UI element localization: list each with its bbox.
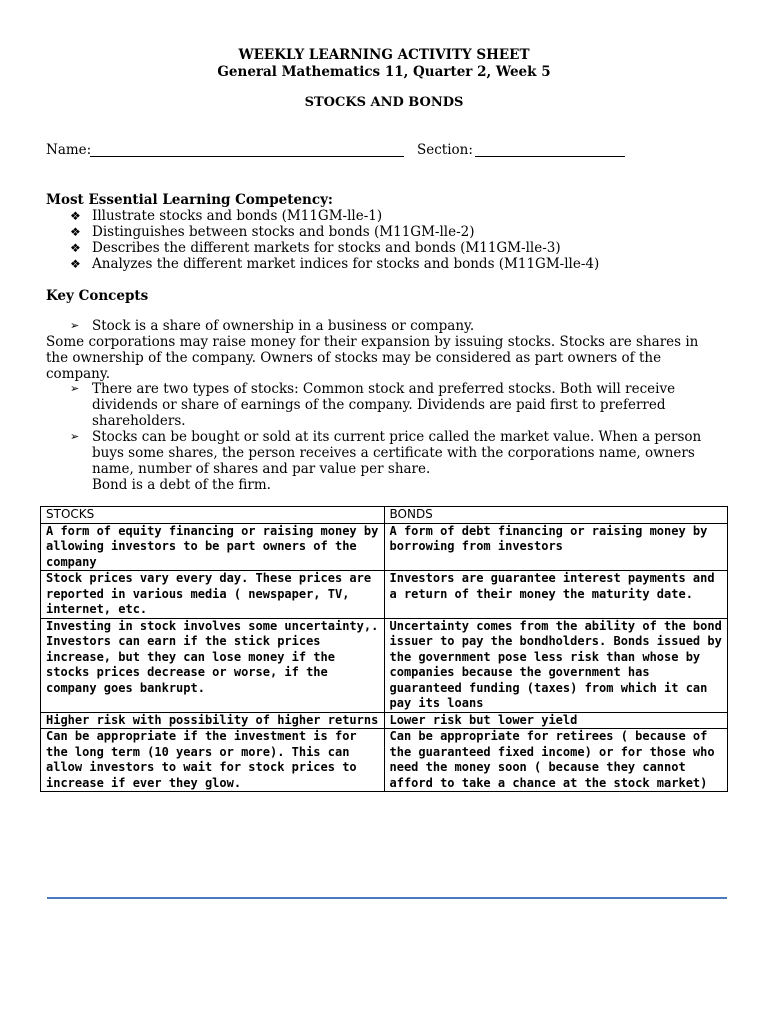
section-label: Section: xyxy=(417,142,473,158)
table-row xyxy=(41,618,728,712)
table-cell: Can be appropriate for retirees ( because of the guaranteed fixed income) or for those who need the money soon ( because they cannot afford to take a chance at the stock market) xyxy=(384,729,728,792)
competency-item: ❖ Analyzes the different market indices for stocks and bonds (M11GM-lle-4) xyxy=(70,256,600,272)
key-concept-point: ➢ Stock is a share of ownership in a business or company. xyxy=(70,318,475,334)
table-cell: A form of debt financing or raising money by borrowing from investors xyxy=(384,523,728,571)
name-blank-line[interactable] xyxy=(90,156,404,157)
competency-item: ❖ Describes the different markets for stocks and bonds (M11GM-lle-3) xyxy=(70,240,561,256)
table-row xyxy=(41,571,728,619)
table-cell: A form of equity financing or raising money by allowing investors to be part owners of the company xyxy=(41,523,385,571)
diamond-bullet-icon: ❖ xyxy=(70,209,81,223)
table-row xyxy=(41,712,728,729)
bond-definition: Bond is a debt of the firm. xyxy=(92,477,271,493)
column-header-stocks: STOCKS xyxy=(41,507,385,524)
diamond-bullet-icon: ❖ xyxy=(70,257,81,271)
table-header-row xyxy=(41,507,728,524)
competency-item: ❖ Distinguishes between stocks and bonds (M11GM-lle-2) xyxy=(70,224,475,240)
table-cell: Investors are guarantee interest payments and a return of their money the maturity date. xyxy=(384,571,728,619)
competency-list xyxy=(70,208,599,272)
arrow-bullet-icon: ➢ xyxy=(70,382,80,395)
table-row xyxy=(41,729,728,792)
name-section-row xyxy=(46,142,746,162)
table-cell: Stock prices vary every day. These prices are reported in various media ( newspaper, TV, internet, etc. xyxy=(41,571,385,619)
name-label: Name: xyxy=(46,142,92,158)
stocks-bonds-table xyxy=(40,506,728,792)
column-header-bonds: BONDS xyxy=(384,507,728,524)
diamond-bullet-icon: ❖ xyxy=(70,241,81,255)
table-cell: Lower risk but lower yield xyxy=(384,712,728,729)
competency-item: ❖ Illustrate stocks and bonds (M11GM-lle-1) xyxy=(70,208,383,224)
arrow-bullet-icon: ➢ xyxy=(70,319,80,332)
arrow-bullet-icon: ➢ xyxy=(70,430,80,443)
sheet-title: WEEKLY LEARNING ACTIVITY SHEET xyxy=(238,47,530,63)
table-cell: Can be appropriate if the investment is for the long term (10 years or more). This can allow investors to wait for stock prices to increase if ever they glow. xyxy=(41,729,385,792)
table-cell: Higher risk with possibility of higher returns xyxy=(41,712,385,729)
key-concept-paragraph: Some corporations may raise money for their expansion by issuing stocks. Stocks are shares in the ownership of the company. Owners of stocks may be considered as part owners of the company. xyxy=(46,334,699,382)
table-cell: Investing in stock involves some uncertainty,. Investors can earn if the stick prices increase, but they can lose money if the stocks prices decrease or worse, if the company goes bankrupt. xyxy=(41,618,385,712)
diamond-bullet-icon: ❖ xyxy=(70,225,81,239)
footer-divider-line xyxy=(47,897,727,899)
table-row xyxy=(41,523,728,571)
section-blank-line[interactable] xyxy=(475,156,625,157)
key-concept-point: ➢ There are two types of stocks: Common stock and preferred stocks. Both will receive dividends or share of earnings of the company. Dividends are paid first to preferred shareholders. xyxy=(70,381,676,429)
key-concepts-title: Key Concepts xyxy=(46,288,149,304)
sheet-topic: STOCKS AND BONDS xyxy=(304,95,464,110)
key-concept-point: ➢ Stocks can be bought or sold at its current price called the market value. When a person buys some shares, the person receives a certificate with the corporations name, owners name, number of shares and par value per share. Bond is a debt of the firm. xyxy=(70,429,702,493)
competency-title: Most Essential Learning Competency: xyxy=(46,192,333,208)
table-cell: Uncertainty comes from the ability of the bond issuer to pay the bondholders. Bonds issued by the government pose less risk than whose by companies because the government has guaranteed funding (taxes) from which it can pay its loans xyxy=(384,618,728,712)
sheet-subtitle: General Mathematics 11, Quarter 2, Week 5 xyxy=(217,64,551,80)
